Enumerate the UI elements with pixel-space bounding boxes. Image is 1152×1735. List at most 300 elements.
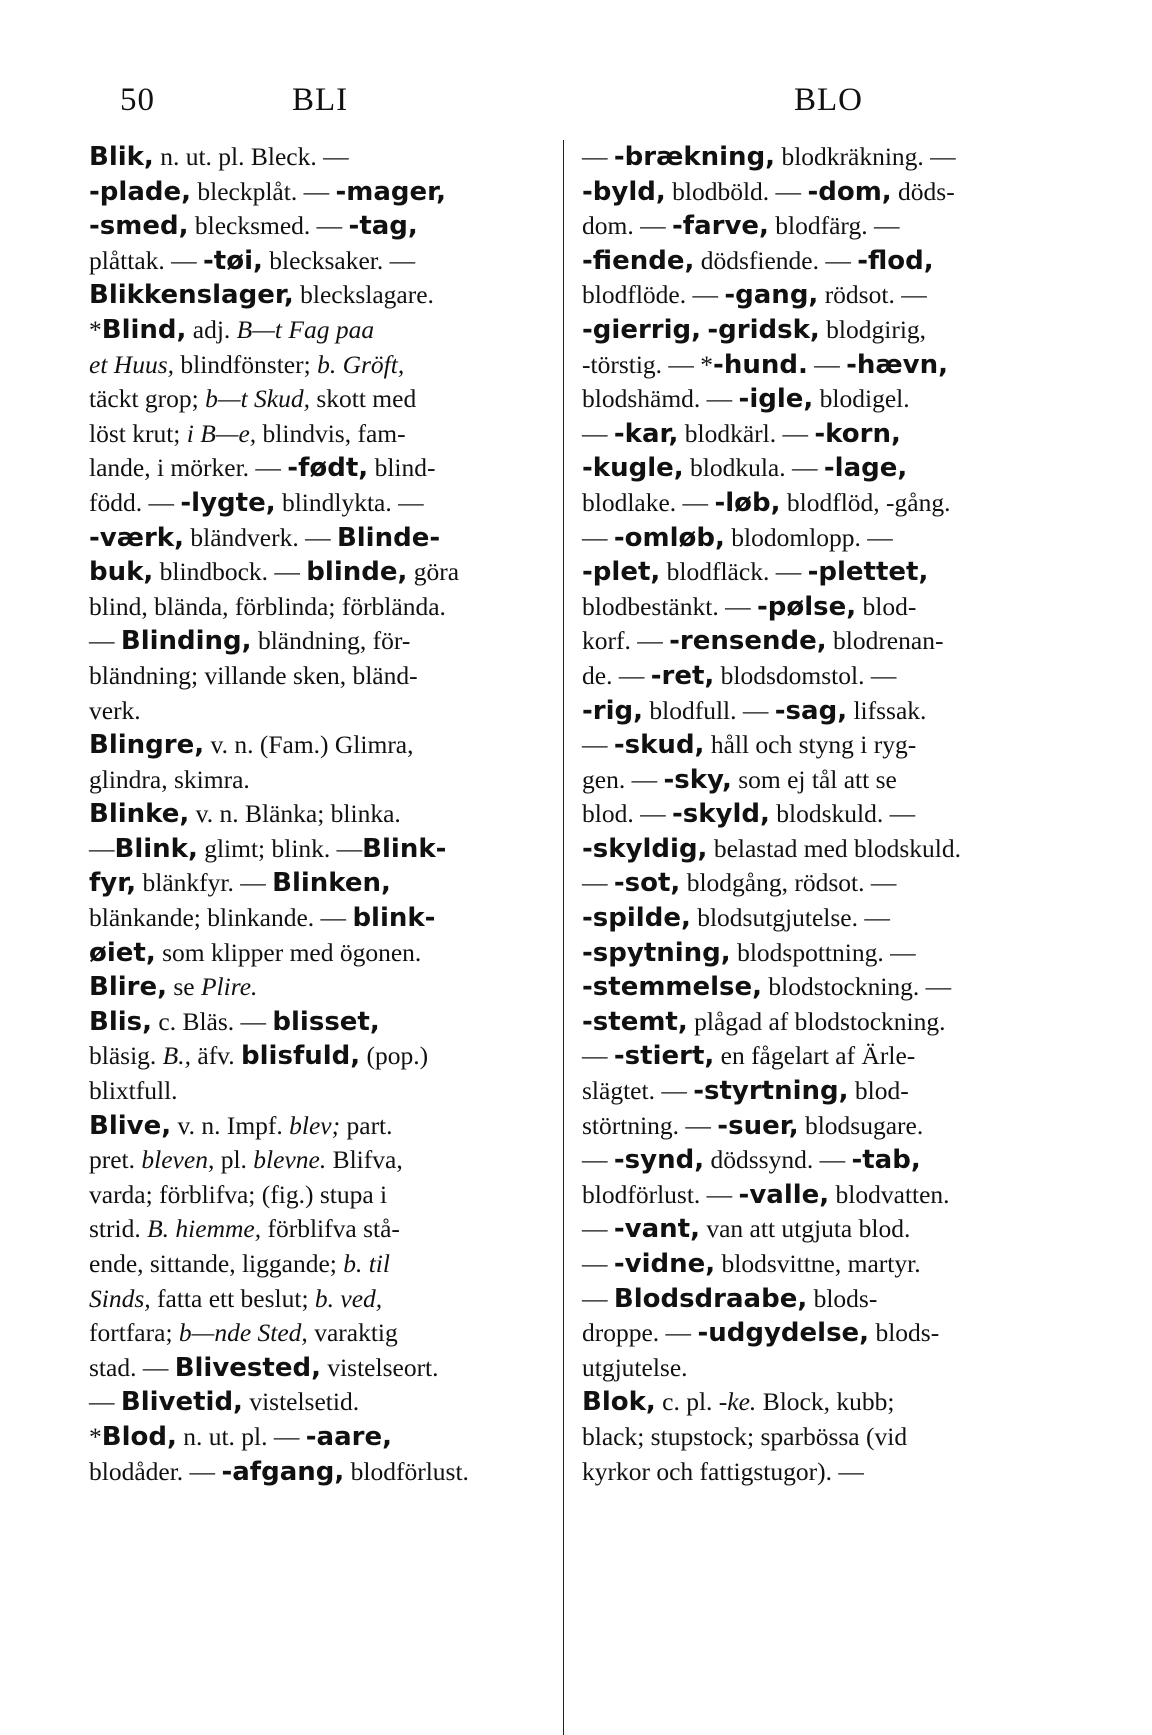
text-line [89,590,549,625]
headword: Blinde- [336,522,441,553]
definition-text: blind- [368,453,436,483]
text-line [89,348,549,383]
text-line [89,1074,549,1109]
text-line [582,278,1052,313]
definition-text: rödsot. — [818,280,927,310]
text-line [582,763,1052,798]
definition-text: blodflöde. — [582,280,725,310]
italic-phrase: b. Gröft, [317,349,405,379]
headword: -smed, [89,211,189,242]
headword: buk, [89,557,154,588]
headword: Blingre, [89,730,205,761]
text-line [89,1143,549,1178]
text-line [89,175,549,210]
headword: -lygte, [180,487,276,518]
text-line [89,313,549,348]
definition-text: blodsdomstol. — [714,660,897,690]
definition-text: blänkfyr. — [136,868,273,898]
headword: fyr, [89,868,137,899]
definition-text: — [582,418,614,448]
text-line [582,728,1052,763]
definition-text: dödssynd. — [704,1145,852,1175]
headword: -tab, [851,1145,921,1176]
definition-text: verk. [89,695,141,725]
headword: Blivested, [174,1352,321,1383]
definition-text: dom. — [582,211,672,241]
definition-text: blodböld. — [665,176,808,206]
definition-text: som klipper med ögonen. [155,937,422,967]
text-line [582,590,1052,625]
headword: -sky, [663,764,732,795]
headword: -skyld, [671,799,770,830]
definition-text: bleckplåt. — [190,176,336,206]
text-line [582,694,1052,729]
definition-text: blodförlust. [344,1456,469,1486]
headword: Blinken, [272,868,391,899]
headword: Blink- [362,833,447,864]
definition-text: slägtet. — [582,1076,694,1106]
definition-text: kyrkor och fattigstugor). — [582,1456,864,1486]
headword: -stiert, [613,1041,715,1072]
headword: -styrtning, [693,1076,849,1107]
text-line [89,1178,549,1213]
italic-phrase: blev; [289,1110,341,1140]
text-line [89,1351,549,1386]
page-header [0,82,1152,126]
definition-text: glimt; blink. — [197,833,363,863]
italic-phrase: B., [162,1041,191,1071]
headword: blink- [352,903,436,934]
definition-text: van att utgjuta blod. [699,1214,911,1244]
text-line [89,278,549,313]
definition-text: blods- [807,1283,878,1313]
definition-text: se [166,972,201,1002]
text-line [582,1212,1052,1247]
definition-text: blodsvittne, martyr. [715,1249,921,1278]
definition-text: — [582,522,614,552]
headword: Blodsdraabe, [613,1283,808,1314]
headword: Blink, [114,833,198,864]
definition-text: (pop.) [360,1041,429,1071]
definition-text: blodfläck. — [660,557,808,587]
italic-phrase: b. til [343,1249,390,1278]
text-line [582,521,1052,556]
headword: -kar, [613,418,679,449]
definition-text: — [582,1041,614,1071]
definition-text: blod- [856,591,917,621]
text-line [89,555,549,590]
headword: -pølse, [756,591,857,622]
definition-text: * [89,1421,102,1451]
headword: -dom, [807,176,892,207]
definition-text: — [807,349,847,379]
definition-text: bländning; villande sken, bländ- [89,660,418,690]
headword: -gridsk, [707,314,820,345]
definition-text: löst krut; [89,418,187,448]
text-line [582,1282,1052,1317]
definition-text: Blifva, [326,1145,403,1175]
definition-text: — [582,1214,614,1244]
text-line [582,1316,1052,1351]
headword: -gang, [724,280,819,311]
text-line [582,901,1052,936]
definition-text: glindra, skimra. [89,764,250,794]
headword: -ret, [650,660,715,691]
italic-phrase: i B—e, [186,418,257,448]
definition-text: part. [340,1110,393,1140]
left-column [89,140,549,1489]
text-line [89,763,549,798]
headword: -sot, [613,868,681,899]
definition-text: bleckslagare. [293,280,434,310]
definition-text: blodfärg. — [768,211,900,241]
definition-text: bländning, för- [251,626,411,656]
headword: øiet, [89,937,156,968]
definition-text: varda; förblifva; (fig.) stupa i [89,1179,388,1209]
text-line [582,1039,1052,1074]
definition-text: äfv. [191,1041,242,1071]
definition-text: strid. [89,1214,148,1244]
text-line [582,797,1052,832]
definition-text: vistelsetid. [242,1387,360,1417]
text-line [89,486,549,521]
headword: -omløb, [613,522,725,553]
text-line [582,555,1052,590]
italic-phrase: -ke. [718,1387,757,1417]
headword: -værk, [89,522,184,553]
headword: Blire, [89,972,167,1003]
text-line [89,1005,549,1040]
definition-text: en fågelart af Ärle- [714,1041,916,1071]
definition-text: bläsig. [89,1041,163,1071]
definition-text: vistelseort. [320,1352,439,1382]
definition-text: blodkärl. — [678,418,815,448]
definition-text: förblifva stå- [261,1214,400,1244]
text-line [582,1178,1052,1213]
text-line [582,832,1052,867]
headword: -spilde, [582,903,691,934]
text-line [582,417,1052,452]
definition-text: blodigel. [813,384,910,414]
definition-text: plåttak. — [89,245,204,275]
headword: -plade, [89,176,191,207]
headword: -kugle, [582,453,684,484]
definition-text: fortfara; [89,1318,179,1348]
text-line [89,1316,549,1351]
text-line [582,313,1052,348]
definition-text: v. n. Blänka; blinka. [189,799,401,829]
text-line [89,417,549,452]
headword: -flod, [857,245,934,276]
definition-text: blodbestänkt. — [582,591,757,621]
headword: Blinding, [120,626,252,657]
headword: Blikkenslager, [89,280,294,311]
headword: -fiende, [582,245,695,276]
headword: -skud, [613,730,705,761]
text-line [89,728,549,763]
text-line [89,694,549,729]
definition-text: blod. — [582,799,672,829]
definition-text: v. n. Impf. [171,1110,290,1140]
italic-phrase: b. ved, [314,1283,383,1313]
definition-text: blod- [848,1076,909,1106]
text-line [89,1420,549,1455]
definition-text: c. Bläs. — [152,1006,273,1036]
definition-text: blindvis, fam- [256,418,406,448]
text-line [582,209,1052,244]
definition-text: lande, i mörker. — [89,453,288,483]
italic-phrase: Plire. [200,972,258,1002]
definition-text: ende, sittande, liggande; [89,1249,344,1278]
definition-text: blodskuld. — [769,799,916,829]
headword: -suer, [717,1110,799,1141]
headword: -brækning, [613,142,776,172]
text-line [582,1074,1052,1109]
text-line [582,1143,1052,1178]
definition-text: blodstockning. — [762,972,952,1002]
definition-text: blindlykta. — [275,487,424,517]
definition-text: pret. [89,1145,142,1175]
headword: -rig, [582,695,644,726]
definition-text: black; stupstock; sparbössa (vid [582,1421,908,1451]
definition-text: blodkräkning. — [775,142,956,171]
definition-text: blodkula. — [683,453,824,483]
headword: -løb, [714,487,781,518]
headword: -plet, [582,557,661,588]
text-line [582,140,1052,175]
definition-text: blodförlust. — [582,1179,739,1209]
column-divider [563,140,564,1735]
definition-text: blodsugare. [798,1110,924,1140]
definition-text: född. — [89,487,181,517]
definition-text: skott med [309,384,417,414]
text-line [89,1385,549,1420]
text-line [582,486,1052,521]
text-line [582,624,1052,659]
definition-text: Block, kubb; [756,1387,895,1417]
headword: Blok, [582,1387,656,1418]
headword: -vant, [613,1214,700,1245]
text-line [582,382,1052,417]
headword: -synd, [613,1145,705,1176]
definition-text: stad. — [89,1352,175,1382]
definition-text: blodsutgjutelse. — [690,903,890,933]
definition-text: — [582,1283,614,1313]
definition-text: de. — [582,660,651,690]
definition-text: störtning. — [582,1110,718,1140]
text-line [89,797,549,832]
definition-text: gen. — [582,764,664,794]
headword: Blivetid, [120,1387,243,1418]
headword: Blinke, [89,799,190,830]
definition-text: — [582,142,614,171]
definition-text: — [582,1249,614,1278]
headword: -hund. [713,349,808,380]
text-line [89,1109,549,1144]
text-line [89,866,549,901]
definition-text: — [582,1145,614,1175]
text-line [89,1212,549,1247]
definition-text: döds- [891,176,955,206]
text-line [89,901,549,936]
definition-text: c. pl. [655,1387,719,1417]
headword: Blind, [101,314,187,345]
italic-phrase: blevne. [253,1145,327,1175]
headword: -tøi, [203,245,263,276]
definition-text: blindfönster; [174,349,318,379]
headword: -byld, [582,176,666,207]
definition-text: blodfull. — [643,695,775,725]
headword: -farve, [671,211,769,242]
italic-phrase: B. hiemme, [147,1214,262,1244]
definition-text: korf. — [582,626,670,656]
headword: Blik, [89,142,154,172]
definition-text: blodgång, rödsot. — [680,868,897,898]
headword: -plettet, [807,557,929,588]
definition-text: håll och styng i ryg- [704,730,917,760]
definition-text: plågad af blodstockning. [687,1006,946,1036]
right-column [582,140,1052,1489]
headword: -valle, [738,1179,830,1210]
text-line [582,970,1052,1005]
headword: Blis, [89,1006,152,1037]
header-left-guideword: BLI [292,82,349,118]
definition-text: blodspottning. — [730,937,916,967]
text-line [89,451,549,486]
text-line [89,936,549,971]
headword: -mager, [335,176,447,207]
definition-text: adj. [186,314,237,344]
definition-text: blecksaker. — [262,245,416,275]
definition-text: lifssak. [847,695,927,725]
text-line [582,175,1052,210]
text-line [582,451,1052,486]
headword: -afgang, [221,1456,345,1487]
headword: -igle, [738,384,814,415]
text-line [582,659,1052,694]
definition-text: blods- [869,1318,940,1348]
definition-text: — [582,868,614,898]
headword: blisfuld, [241,1041,361,1072]
text-line [582,1109,1052,1144]
headword: -tag, [348,211,418,242]
headword: -aare, [305,1421,392,1452]
headword: -spytning, [582,937,731,968]
definition-text: blodomlopp. — [724,522,893,552]
definition-text: blixtfull. [89,1076,178,1106]
definition-text: som ej tål att se [731,764,897,794]
text-line [582,1455,1052,1490]
definition-text: täckt grop; [89,384,206,414]
headword: -stemt, [582,1006,688,1037]
text-line [89,140,549,175]
italic-phrase: b—t Skud, [205,384,310,414]
definition-text: fatta ett beslut; [150,1283,315,1313]
definition-text: varaktig [307,1318,398,1348]
text-line [89,624,549,659]
headword: -gierrig, [582,314,701,345]
definition-text: -törstig. — * [582,349,714,379]
definition-text: * [89,314,102,344]
definition-text: blecksmed. — [188,211,349,241]
definition-text: — [582,730,614,760]
text-line [582,1005,1052,1040]
definition-text: blodflöd, -gång. [780,487,951,517]
text-line [89,521,549,556]
headword: -skyldig, [582,833,708,864]
definition-text: — [89,626,121,656]
headword: -udgydelse, [697,1318,870,1349]
headword: -vidne, [613,1249,716,1279]
definition-text: göra [407,557,460,587]
headword: -rensende, [669,626,827,657]
text-line [582,866,1052,901]
text-line [89,832,549,867]
headword: -korn, [814,418,901,449]
definition-text: blindbock. — [153,557,307,587]
header-right-guideword: BLO [794,82,863,118]
definition-text: dödsfiende. — [694,245,858,275]
definition-text: belastad med blodskuld. [707,833,961,863]
headword: -lage, [823,453,908,484]
headword: blinde, [306,557,408,588]
definition-text: blodåder. — [89,1456,222,1486]
definition-text: blodgirig, [819,314,927,344]
italic-phrase: Sinds, [89,1283,151,1313]
italic-phrase: B—t Fag paa [236,314,375,344]
definition-text: blind, blända, förblinda; förblända. [89,591,446,621]
italic-phrase: bleven, [141,1145,215,1175]
definition-text: bländverk. — [183,522,337,552]
headword: -født, [287,453,369,484]
headword: -sag, [774,695,848,726]
definition-text: blodrenan- [826,626,944,656]
definition-text: — [89,1387,121,1417]
definition-text: blodshämd. — [582,384,739,414]
definition-text: pl. [214,1145,254,1175]
definition-text: n. ut. pl. Bleck. — [153,142,349,171]
definition-text: utgjutelse. [582,1352,688,1382]
text-line [582,1247,1052,1282]
text-line [582,1351,1052,1386]
definition-text: droppe. — [582,1318,698,1348]
text-line [89,382,549,417]
headword: Blod, [101,1421,177,1452]
text-line [89,1282,549,1317]
text-line [582,936,1052,971]
italic-phrase: et Huus, [89,349,174,379]
definition-text: blodlake. — [582,487,715,517]
definition-text: — [89,833,115,863]
text-line [89,1247,549,1282]
text-line [89,970,549,1005]
definition-text: v. n. (Fam.) Glimra, [204,730,414,760]
headword: blisset, [272,1006,380,1037]
text-line [582,244,1052,279]
definition-text: n. ut. pl. — [176,1421,306,1451]
text-line [89,1039,549,1074]
text-line [89,244,549,279]
text-line [89,659,549,694]
text-line [582,1385,1052,1420]
text-line [89,1455,549,1490]
text-line [582,348,1052,383]
definition-text: blänkande; blinkande. — [89,903,353,933]
headword: -hævn, [846,349,948,380]
definition-text: blodvatten. [829,1179,950,1209]
text-line [89,209,549,244]
italic-phrase: b—nde Sted, [178,1318,308,1348]
